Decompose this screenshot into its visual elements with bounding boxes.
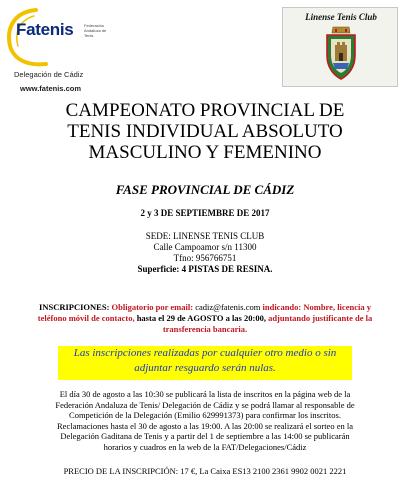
registration-block bbox=[30, 302, 380, 335]
registration-attachment: adjuntando justificante de la transferencia bancaria. bbox=[162, 313, 373, 334]
registration-price: PRECIO DE LA INSCRIPCIÓN: 17 €, La Caixa ES13 2100 2361 9902 0021 2221 bbox=[63, 466, 347, 476]
info-line: horarios y cuadros en la web de la FAT/Delegaciones/Cádiz bbox=[103, 441, 307, 452]
warning-text bbox=[40, 346, 370, 376]
page-title bbox=[0, 100, 410, 163]
phase-heading: FASE PROVINCIAL DE CÁDIZ bbox=[115, 182, 295, 197]
warning-line-1: Las inscripciones realizadas por cualquier otro medio o sin bbox=[73, 347, 337, 359]
info-line: Delegación Gaditana de Tenis y a partir del 1 de septiembre a las 14:00 se publicarán bbox=[60, 431, 350, 441]
event-dates: 2 y 3 DE SEPTIEMBRE DE 2017 bbox=[140, 208, 270, 218]
venue-block bbox=[0, 231, 410, 275]
club-logo bbox=[282, 7, 398, 87]
warning-line-2: adjuntar resguardo serán nulas. bbox=[134, 362, 276, 374]
info-line: Competición de la Delegación (Emilio 629991373) para confirmar los inscritos. bbox=[69, 410, 341, 420]
info-line: Reclamaciones hasta el 30 de agosto a las 19:00. A las 20:00 se realizará el sorteo en la bbox=[57, 420, 353, 431]
title-line-1: CAMPEONATO PROVINCIAL DE bbox=[65, 100, 345, 121]
info-line: El día 30 de agosto a las 10:30 se publicará la lista de inscritos en la página web de la bbox=[59, 389, 351, 399]
fatenis-delegation: Delegación de Cádiz bbox=[14, 70, 84, 79]
crest-icon bbox=[323, 25, 359, 83]
venue-address: Calle Campoamor s/n 11300 bbox=[153, 242, 257, 252]
fatenis-website: www.fatenis.com bbox=[20, 84, 81, 93]
registration-label: INSCRIPCIONES: bbox=[39, 302, 110, 312]
fatenis-logo-text: Fatenis bbox=[16, 20, 74, 39]
registration-email-prefix: Obligatorio por email: bbox=[111, 302, 194, 312]
info-block bbox=[30, 389, 380, 452]
fatenis-logo-subtitle: Federación Andaluza de Tenis bbox=[84, 23, 107, 38]
registration-requirements: indicando: Nombre, licencia y teléfono móvil de contacto, bbox=[37, 302, 371, 323]
registration-deadline: hasta el 29 de AGOSTO a las 20:00, bbox=[136, 313, 266, 323]
registration-email[interactable]: cadiz@fatenis.com bbox=[195, 302, 261, 312]
title-line-3: MASCULINO Y FEMENINO bbox=[88, 142, 322, 163]
info-line: Federación Andaluza de Tenis/ Delegación de Cádiz y se podrá llamar al responsable de bbox=[55, 399, 355, 410]
venue-sede: SEDE: LINENSE TENIS CLUB bbox=[145, 231, 265, 241]
club-logo-text: Linense Tenis Club bbox=[305, 12, 377, 22]
title-line-2: TENIS INDIVIDUAL ABSOLUTO bbox=[67, 121, 343, 142]
venue-surface: Superficie: 4 PISTAS DE RESINA. bbox=[137, 264, 273, 274]
venue-phone: Tfno: 956766751 bbox=[173, 253, 237, 263]
